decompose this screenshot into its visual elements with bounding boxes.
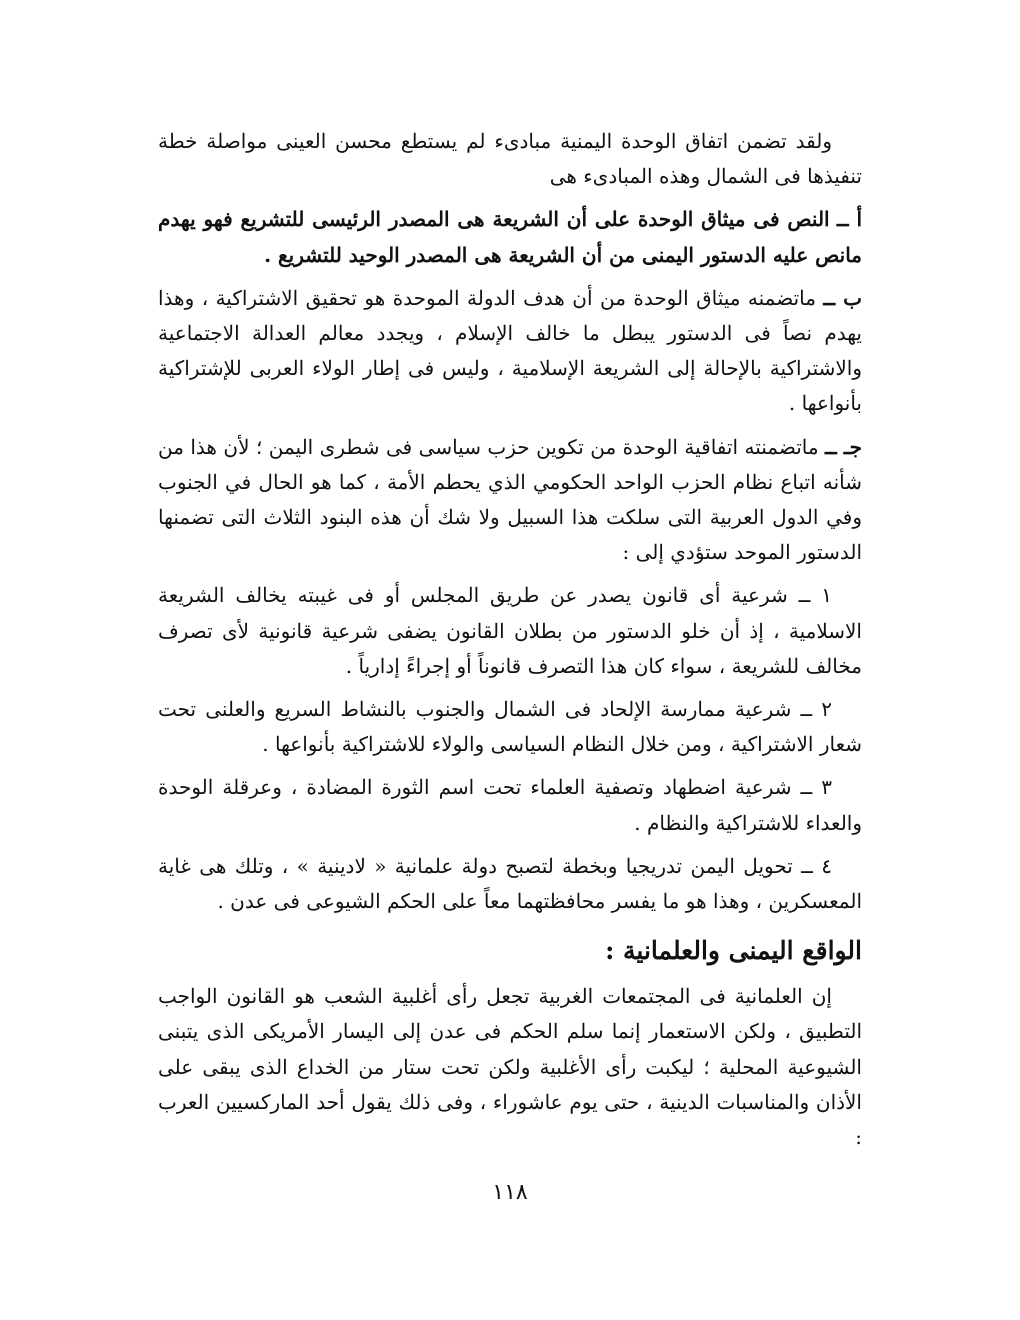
intro-paragraph: ولقد تضمن اتفاق الوحدة اليمنية مبادىء لم يستطع محسن العينى مواصلة خطة تنفيذها فى الشمال وهذه المبادىء هى	[158, 129, 862, 189]
list-item-text: ــ شرعية أى قانون يصدر عن طريق المجلس أو فى غيبته يخالف الشريعة الاسلامية ، إذ أن خلو الدستور من بطلان القانون يضفى شرعية قانونية لأى تصرف مخالف للشريعة ، سواء كان هذا التصرف قانوناً أو إجراءً إدارياً .	[158, 583, 862, 678]
point-a-text: النص فى ميثاق الوحدة على أن الشريعة هى المصدر الرئيسى للتشريع فهو يهدم مانص عليه الدستور اليمنى من أن الشريعة هى المصدر الوحيد للتشريع .	[158, 207, 862, 267]
list-item-4	[158, 849, 862, 919]
section-heading: الواقع اليمنى والعلمانية :	[605, 936, 862, 966]
list-item-3	[158, 770, 862, 840]
section-body-paragraph: إن العلمانية فى المجتمعات الغربية تجعل رأى أغلبية الشعب هو القانون الواجب التطبيق ، ولكن الاستعمار إنما سلم الحكم فى عدن إلى اليسار الأمريكى الذى يتبنى الشيوعية المحلية ؛ ليكبت رأى الأغلبية ولكن تحت ستار من الخداع الذى يبقى على الأذان والمناسبات الدينية ، حتى يوم عاشوراء ، وفى ذلك يقول أحد الماركسيين العرب :	[158, 984, 862, 1150]
list-item-number: ٢	[821, 697, 833, 722]
point-b-text: ماتضمنه ميثاق الوحدة من أن هدف الدولة الموحدة هو تحقيق الاشتراكية ، وهذا يهدم نصاً فى الدستور يبطل ما خالف الإسلام ، ويجدد معالم العدالة الاجتماعية والاشتراكية بالإحالة إلى الشريعة الإسلامية ، وليس فى إطار الولاء العربى للإشتراكية بأنواعها .	[158, 285, 863, 416]
list-item-2	[158, 692, 862, 762]
list-item-number: ٤	[821, 853, 832, 878]
list-item-number: ١	[821, 583, 832, 608]
list-item-text: ــ شرعية اضطهاد وتصفية العلماء تحت اسم الثورة المضادة ، وعرقلة الوحدة والعداء للاشتراكية والنظام .	[158, 775, 862, 835]
list-item-number: ٣	[821, 775, 833, 800]
body-text	[158, 124, 862, 1157]
point-b-marker: ب ــ	[823, 285, 862, 310]
point-c-text: ماتضمنته اتفاقية الوحدة من تكوين حزب سياسى فى شطرى اليمن ؛ لأن هذا من شأنه اتباع نظام الحزب الواحد الحكومي الذي يحطم الأمة ، كما هو الحال في الجنوب وفي الدول العربية التى سلكت هذا السبيل ولا شك أن هذه البنود الثلاث التى تضمنها الدستور الموحد ستؤدي إلى :	[158, 434, 862, 565]
point-c-paragraph	[158, 430, 862, 571]
point-b-paragraph	[158, 281, 862, 422]
list-item-1	[158, 578, 862, 684]
list-item-text: ــ شرعية ممارسة الإلحاد فى الشمال والجنوب بالنشاط السريع والعلنى تحت شعار الاشتراكية ، ومن خلال النظام السياسى والولاء للاشتراكية بأنواعها .	[158, 697, 862, 757]
list-item-text: ــ تحويل اليمن تدريجيا وبخطة لتصبح دولة علمانية « لادينية » ، وتلك هى غاية المعسكرين ، وهذا هو ما يفسر محافظتهما معاً على الحكم الشيوعى فى عدن .	[158, 853, 862, 914]
point-a-paragraph	[158, 202, 862, 272]
point-a-marker: أ ــ	[836, 207, 863, 232]
point-c-marker: جـ ــ	[825, 434, 863, 459]
page-number: ١١٨	[492, 1180, 528, 1205]
